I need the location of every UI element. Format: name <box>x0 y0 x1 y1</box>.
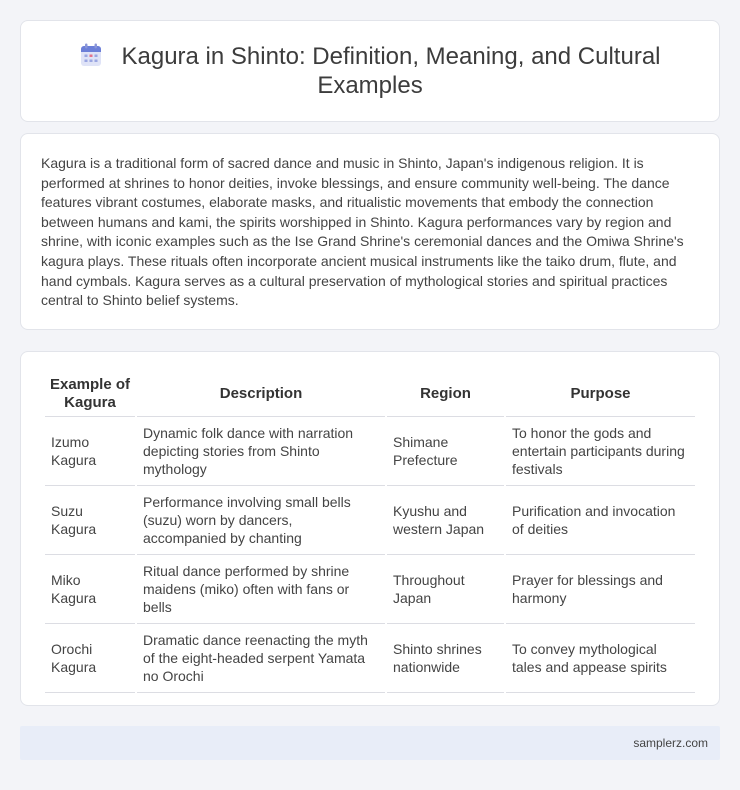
cell-description: Ritual dance performed by shrine maidens (miko) often with fans or bells <box>137 555 385 624</box>
calendar-icon <box>80 43 102 67</box>
table-row <box>45 555 695 624</box>
cell-example: Miko Kagura <box>45 555 135 624</box>
header-example: Example of Kagura <box>45 372 135 417</box>
cell-purpose: Prayer for blessings and harmony <box>506 555 695 624</box>
footer <box>20 726 720 760</box>
table-header-row <box>45 372 695 417</box>
cell-region: Kyushu and western Japan <box>387 486 504 555</box>
cell-region: Shinto shrines nationwide <box>387 624 504 693</box>
cell-purpose: To honor the gods and entertain participants during festivals <box>506 417 695 486</box>
header-region: Region <box>387 372 504 417</box>
table-row <box>45 486 695 555</box>
cell-example: Izumo Kagura <box>45 417 135 486</box>
header-purpose: Purpose <box>506 372 695 417</box>
cell-description: Dramatic dance reenacting the myth of the eight-headed serpent Yamata no Orochi <box>137 624 385 693</box>
table-row <box>45 624 695 693</box>
cell-example: Suzu Kagura <box>45 486 135 555</box>
intro-paragraph: Kagura is a traditional form of sacred dance and music in Shinto, Japan's indigenous religion. It is performed at shrines to honor deities, invoke blessings, and ensure community well-being. The dance features vibrant costumes, elaborate masks, and ritualistic movements that embody the connection between humans and kami, the spirits worshipped in Shinto. Kagura performances vary by region and shrine, with iconic examples such as the Ise Grand Shrine's ceremonial dances and the Omiwa Shrine's kagura plays. These rituals often incorporate ancient musical instruments like the taiko drum, flute, and hand cymbals. Kagura serves as a cultural preservation of mythological stories and spiritual practices central to Shinto belief systems. <box>41 155 684 309</box>
footer-site-link[interactable]: samplerz.com <box>633 736 708 750</box>
cell-purpose: Purification and invocation of deities <box>506 486 695 555</box>
cell-region: Throughout Japan <box>387 555 504 624</box>
intro-card <box>20 133 720 330</box>
page-title <box>61 42 679 100</box>
page-title-text: Kagura in Shinto: Definition, Meaning, and Cultural Examples <box>121 43 661 99</box>
cell-description: Dynamic folk dance with narration depicting stories from Shinto mythology <box>137 417 385 486</box>
table-row <box>45 417 695 486</box>
cell-description: Performance involving small bells (suzu) worn by dancers, accompanied by chanting <box>137 486 385 555</box>
table-card <box>20 351 720 706</box>
cell-purpose: To convey mythological tales and appease spirits <box>506 624 695 693</box>
cell-region: Shimane Prefecture <box>387 417 504 486</box>
cell-example: Orochi Kagura <box>45 624 135 693</box>
title-card <box>20 20 720 122</box>
header-description: Description <box>137 372 385 417</box>
kagura-table <box>43 372 697 693</box>
